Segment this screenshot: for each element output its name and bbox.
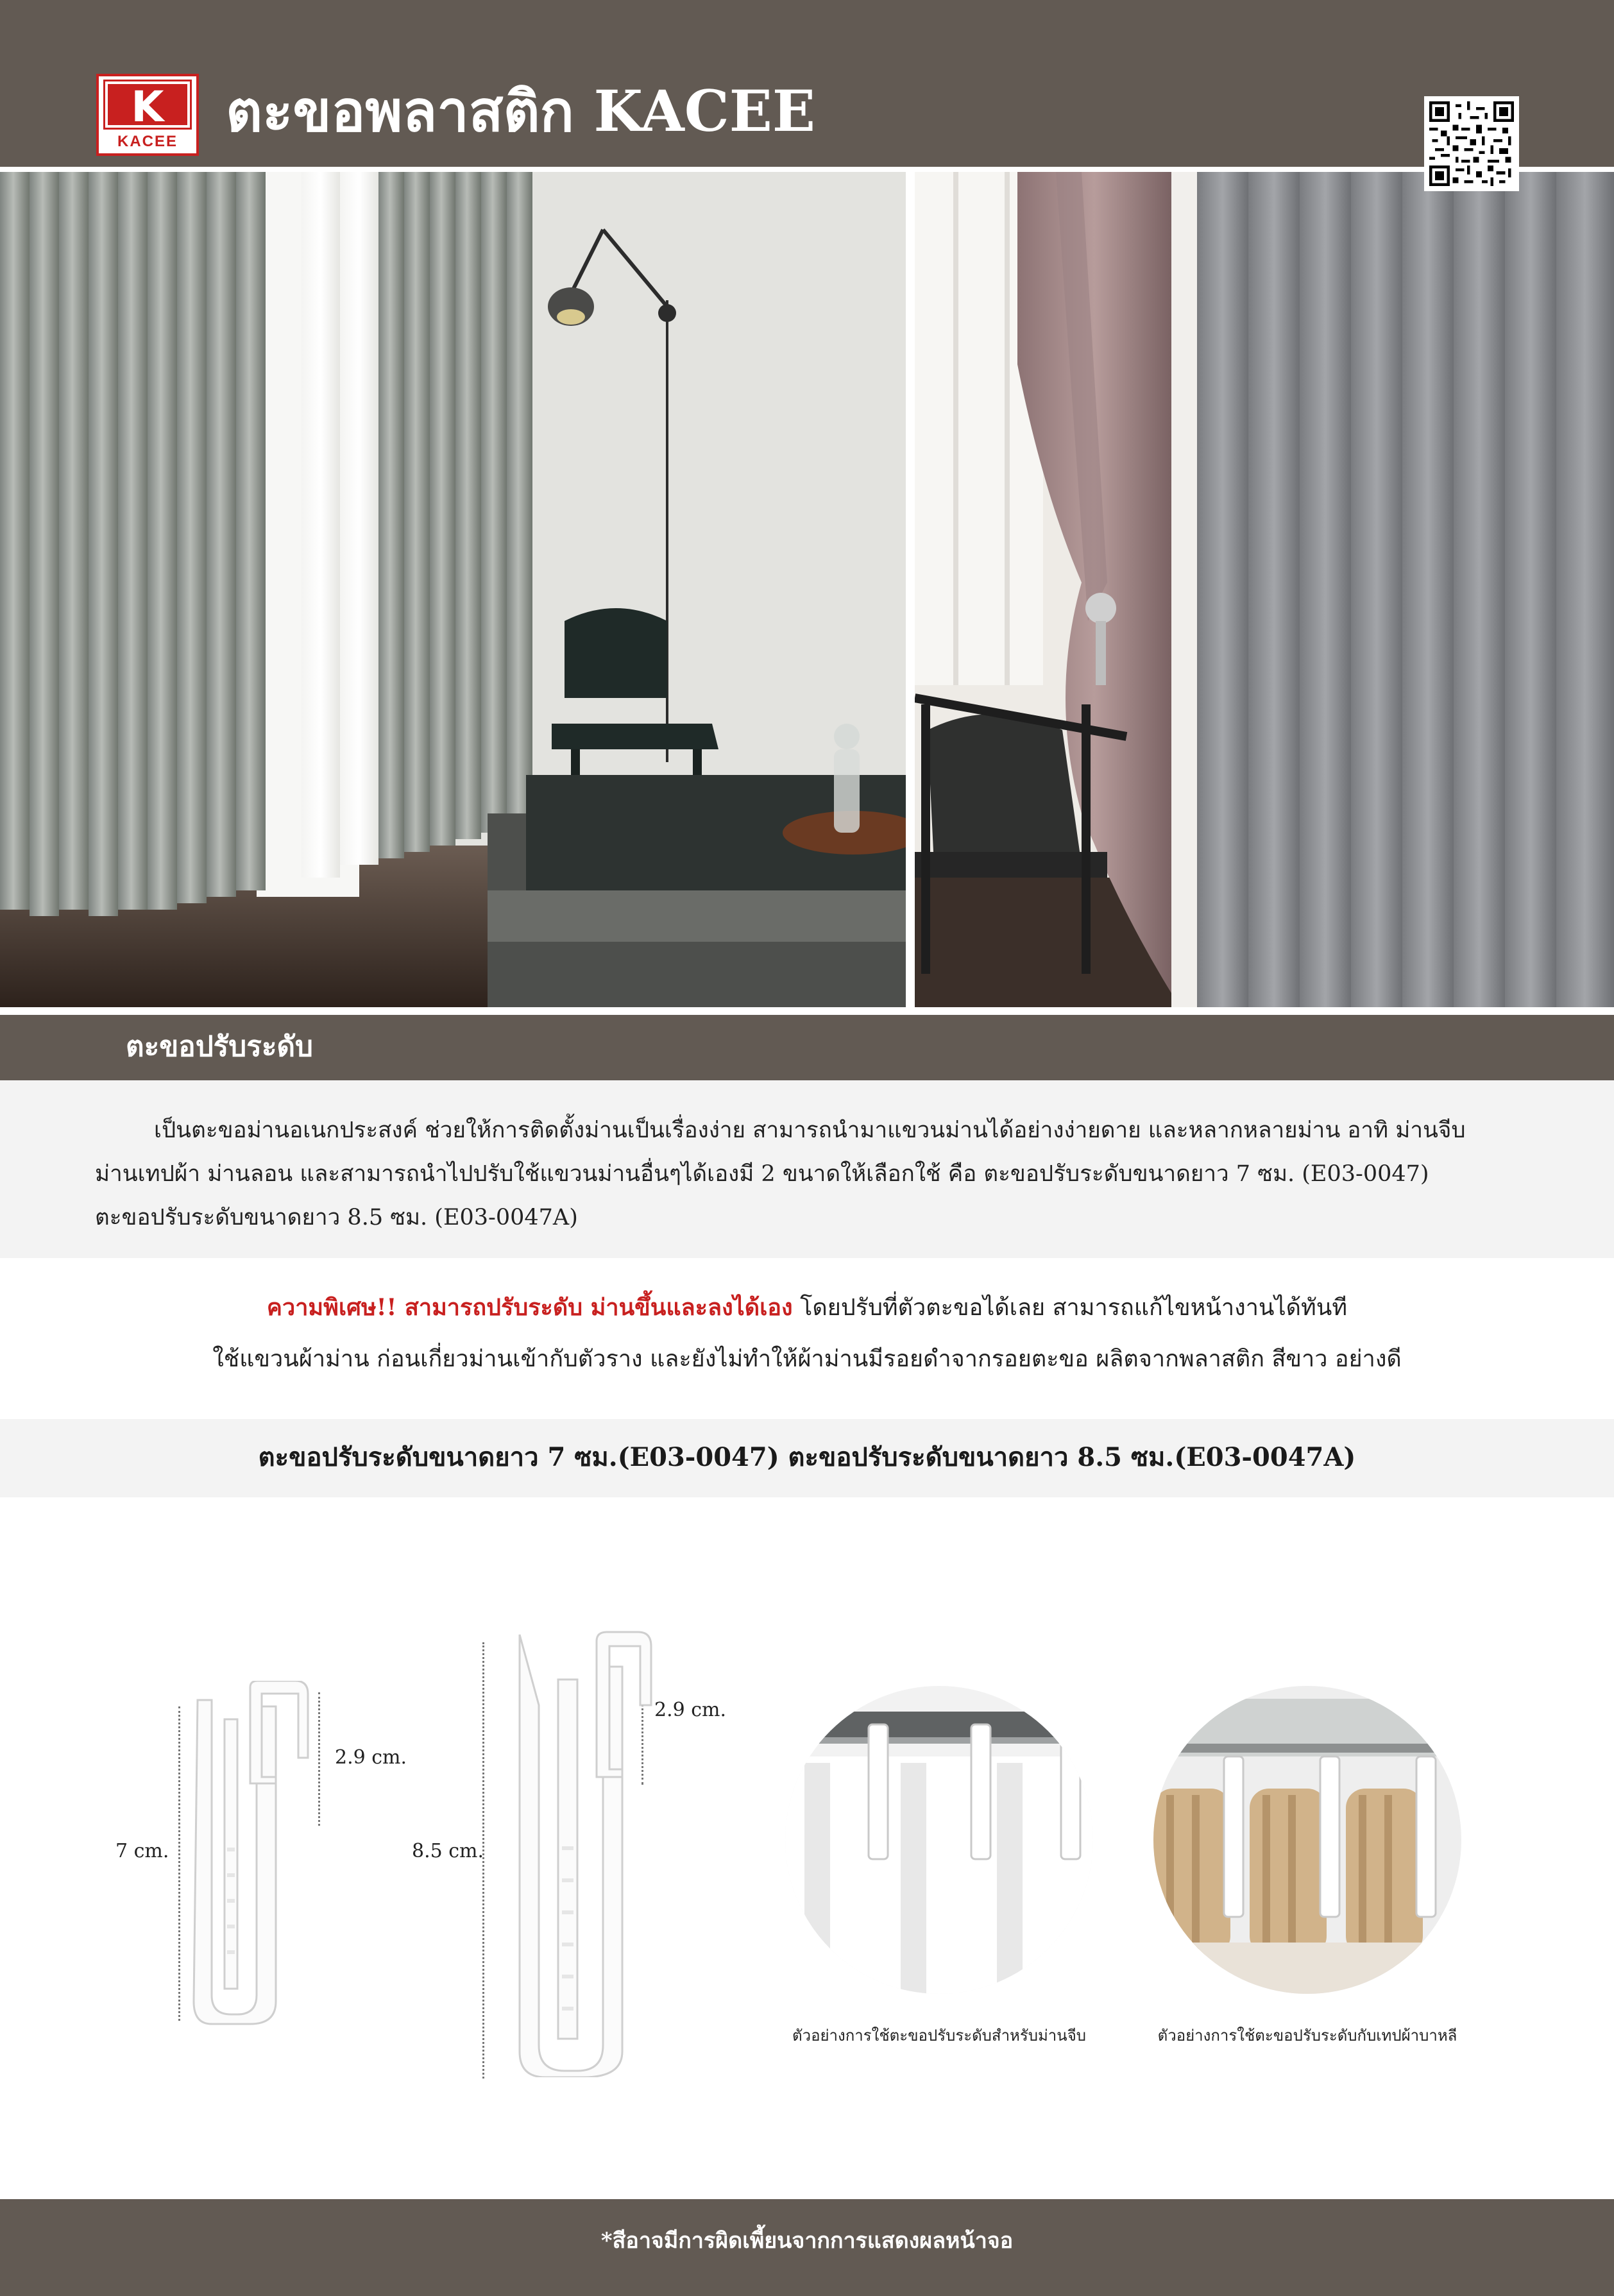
description-line-3: ตะขอปรับระดับขนาดยาว 8.5 ซม. (E03-0047A) [95, 1205, 578, 1230]
special-line-1-rest: โดยปรับที่ตัวตะขอได้เลย สามารถแก้ไขหน้างานได้ทันที [792, 1295, 1348, 1321]
description-line-2: ม่านเทปผ้า ม่านลอน และสามารถนำไปปรับใช้แขวนม่านอื่นๆได้เองมี 2 ขนาดให้เลือกใช้ คือ ตะขอปรับระดับขนาดยาว 7 ซม. (E03-0047) [95, 1161, 1429, 1187]
small-total-dimension-line [178, 1706, 180, 2021]
section-header [0, 1015, 1614, 1080]
page-footer [0, 2199, 1614, 2296]
logo-brand-text: KACEE [117, 133, 178, 150]
description-text [95, 1109, 1525, 1239]
special-feature [0, 1282, 1614, 1385]
section-title: ตะขอปรับระดับ [126, 1030, 313, 1063]
large-hook-dimension: 2.9 cm. [654, 1699, 727, 1721]
description-line [95, 1109, 1525, 1152]
special-line-2: ใช้แขวนผ้าม่าน ก่อนเกี่ยวม่านเข้ากับตัวราง และยังไม่ทำให้ผ้าม่านมีรอยดำจากรอยตะขอ ผลิตจากพลาสติก สีขาว อย่างดี [212, 1346, 1402, 1372]
large-total-dimension: 8.5 cm. [412, 1840, 484, 1862]
page-title: ตะขอพลาสติก KACEE [226, 78, 815, 144]
small-total-dimension: 7 cm. [115, 1840, 169, 1862]
kacee-logo [96, 74, 199, 156]
color-disclaimer: *สีอาจมีการผิดเพี้ยนจากการแสดงผลหน้าจอ [600, 2228, 1014, 2254]
logo-letter: K [131, 82, 164, 132]
size-text: ตะขอปรับระดับขนาดยาว 7 ซม.(E03-0047) ตะขอปรับระดับขนาดยาว 8.5 ซม.(E03-0047A) [258, 1442, 1356, 1472]
tape-curtain-example-photo [1153, 1686, 1461, 1994]
page-header [0, 0, 1614, 167]
large-hook-icon [507, 1628, 654, 2077]
special-line-1 [0, 1282, 1614, 1334]
small-hook-dimension: 2.9 cm. [335, 1746, 407, 1769]
living-room-curtain-photo [0, 172, 906, 1007]
description-line-1: เป็นตะขอม่านอเนกประสงค์ ช่วยให้การติดตั้งม่านเป็นเรื่องง่าย สามารถนำมาแขวนม่านได้อย่างง่ายดาย และหลากหลายม่าน อาทิ ม่านจีบ [154, 1118, 1466, 1143]
tape-example-caption: ตัวอย่างการใช้ตะขอปรับระดับกับเทปผ้าบาหลี [1157, 2027, 1457, 2045]
description-panel [0, 1080, 1614, 1258]
pleat-example-caption: ตัวอย่างการใช้ตะขอปรับระดับสำหรับม่านจีบ [792, 2027, 1086, 2045]
logo-mark [105, 81, 190, 132]
small-hook-icon [186, 1681, 321, 2027]
special-highlight: ความพิเศษ!! สามารถปรับระดับ ม่านขึ้นและลงได้เอง [266, 1294, 793, 1321]
qr-code-icon[interactable] [1424, 96, 1519, 191]
size-panel [0, 1419, 1614, 1497]
pleat-curtain-example-photo [785, 1686, 1093, 1994]
armchair-curtain-photo [915, 172, 1614, 1007]
